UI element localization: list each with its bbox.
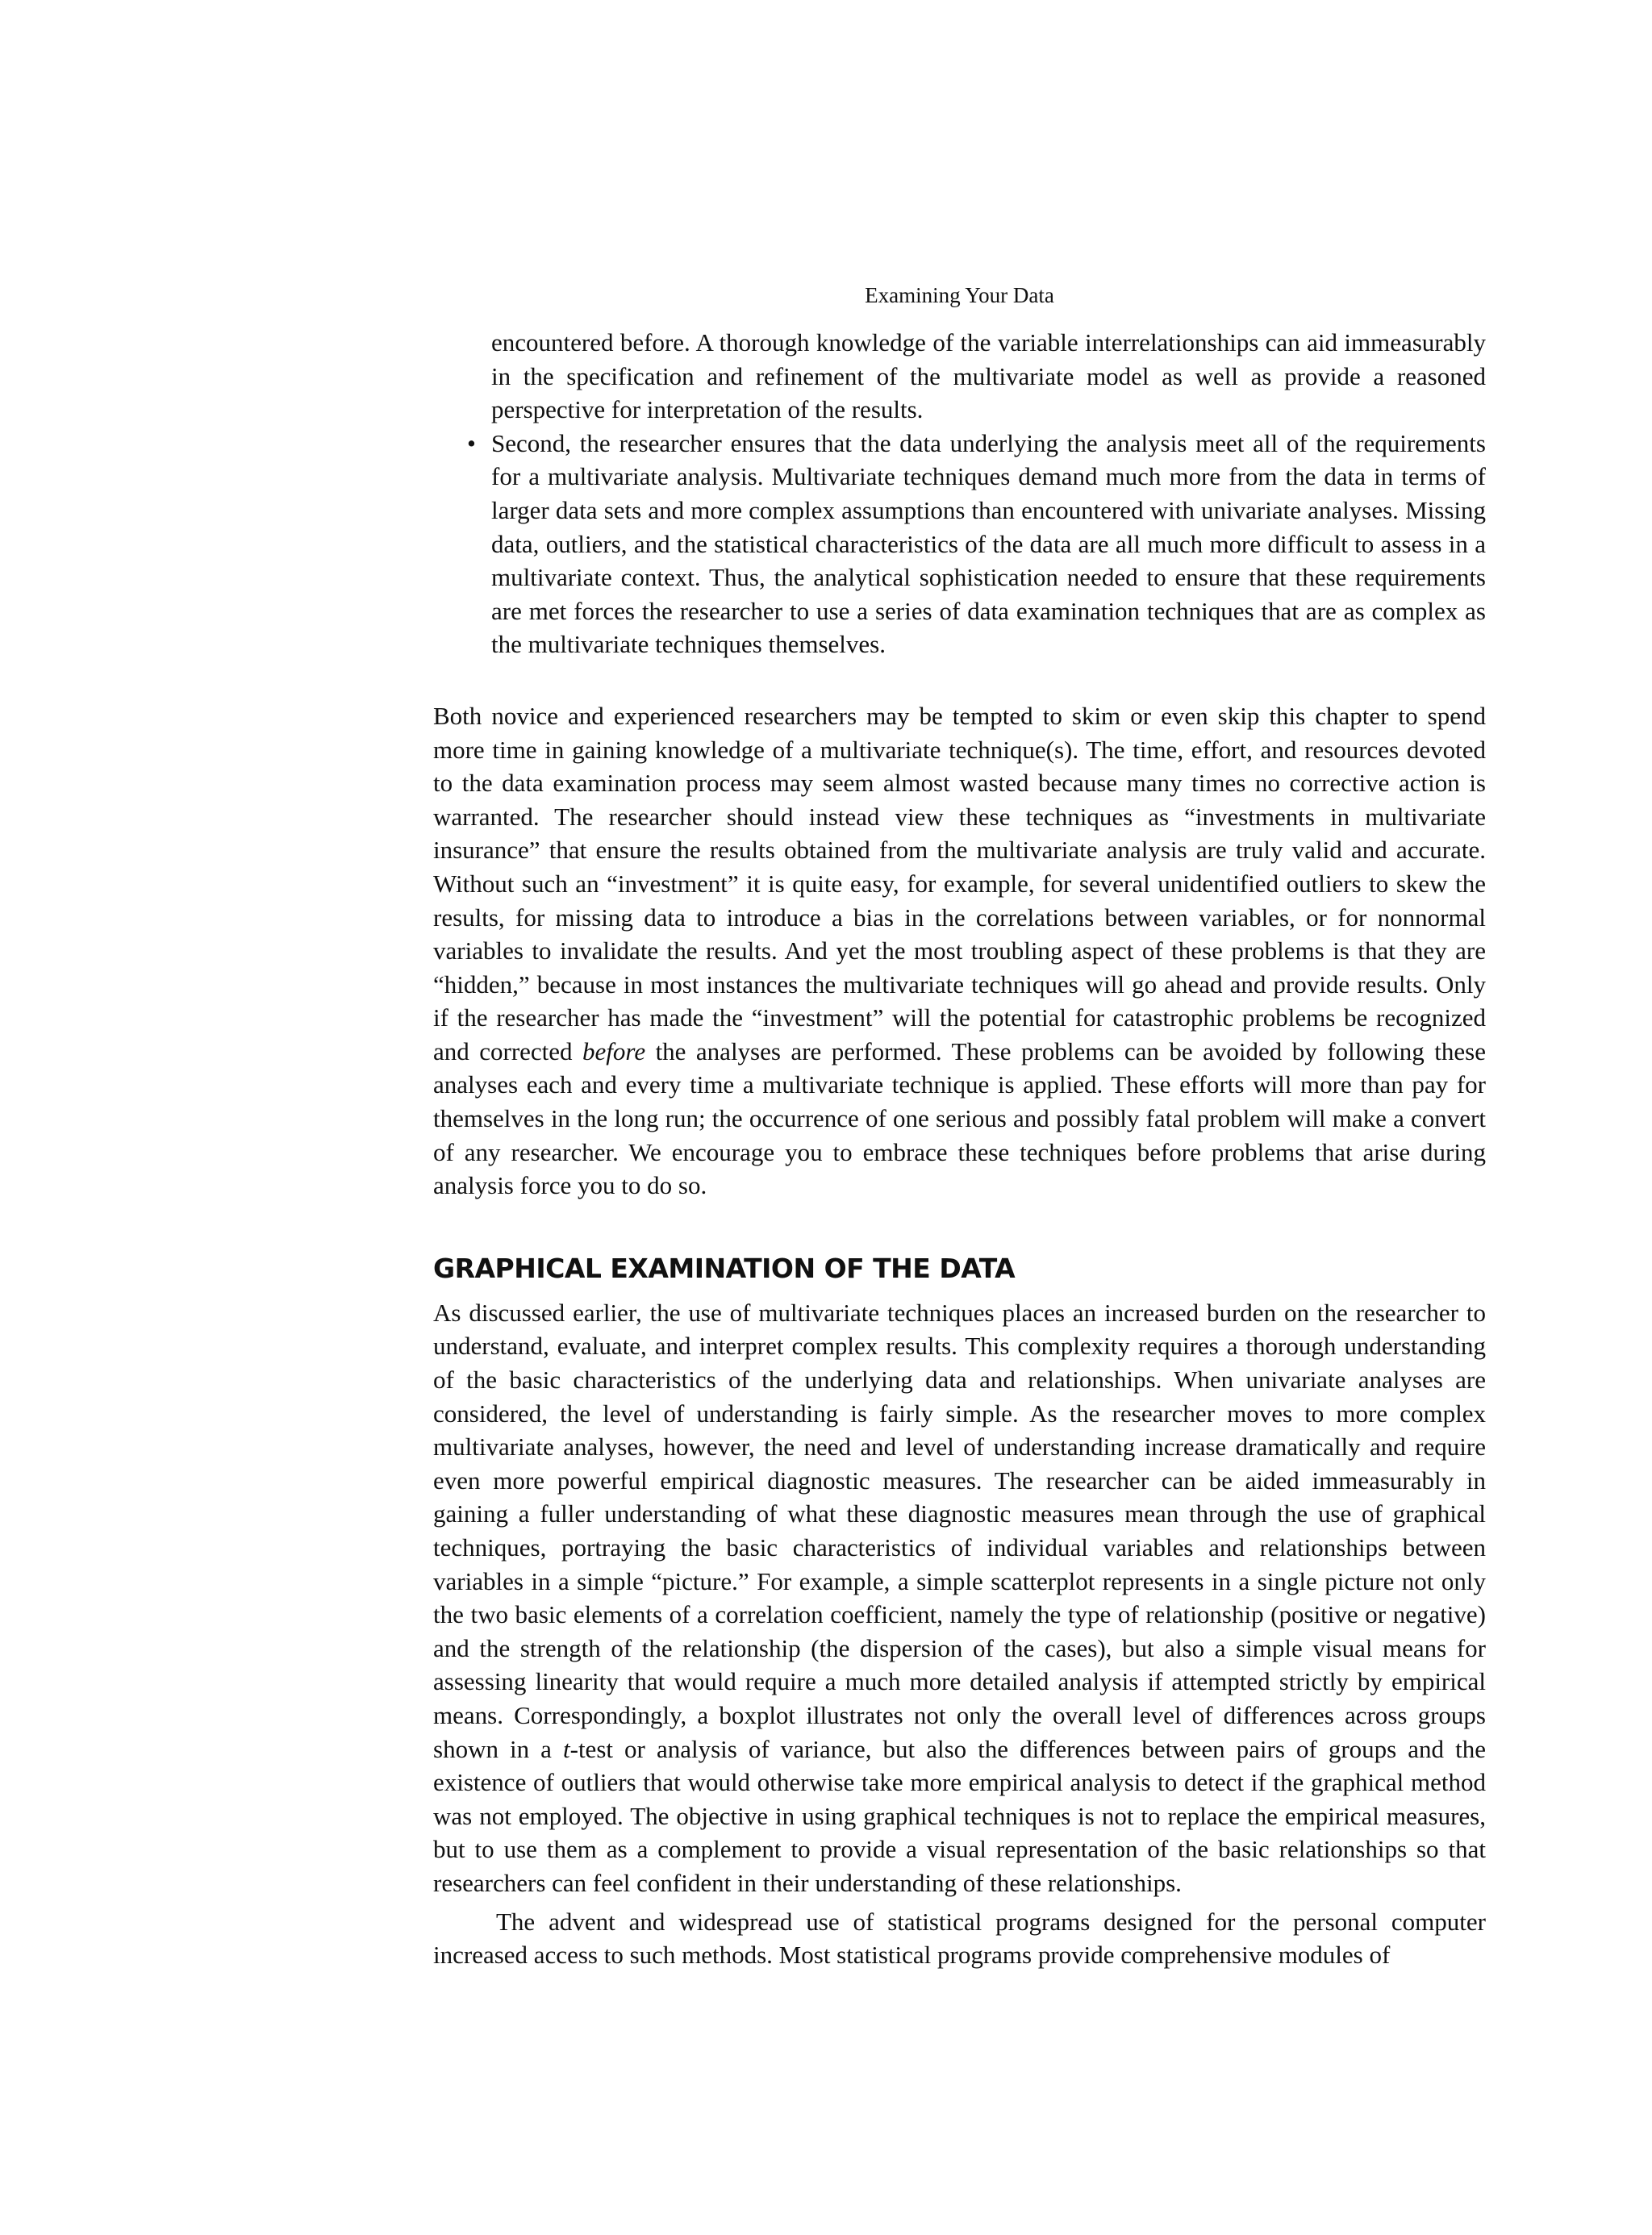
paragraph-investment-part1: Both novice and experienced researchers may be tempted to skim or even skip this chapter to spend more time in gaining knowledge of a multivariate technique(s). The time, effort, and resources devoted to the data examination process may seem almost wasted because many times no corrective action is warranted. The researcher should instead view these techniques as “investments in multivariate insurance” that ensure the results obtained from the multivariate analysis are truly valid and accurate. Without such an “investment” it is quite easy, for example, for several unidentified outliers to skew the results, for missing data to introduce a bias in the correlations between variables, or for nonnormal variables to invalidate the results. And yet the most troubling aspect of these problems is that they are “hidden,” because in most instances the multivariate techniques will go ahead and provide results. Only if the researcher has made the “investment” will the potential for catastrophic problems be recognized and corrected: [433, 701, 1486, 1065]
paragraph-investment: [433, 699, 1486, 1203]
running-header: Examining Your Data: [865, 283, 1054, 307]
paragraph-graphical-1-part1: As discussed earlier, the use of multivariate techniques places an increased burden on the researcher to understand, evaluate, and interpret complex results. This complexity requires a thorough understanding of the basic characteristics of the underlying data and relationships. When univariate analyses are considered, the level of understanding is fairly simple. As the researcher moves to more complex multivariate analyses, however, the need and level of understanding increase dramatically and require even more powerful empirical diagnostic measures. The researcher can be aided immeasurably in gaining a fuller understanding of what these diagnostic measures mean through the use of graphical techniques, portraying the basic characteristics of individual variables and relationships between variables in a simple “picture.” For example, a simple scatterplot represents in a single picture not only the two basic elements of a correlation coefficient, namely the type of relationship (positive or negative) and the strength of the relationship (the dispersion of the cases), but also a simple visual means for assessing linearity that would require a much more detailed analysis if attempted strictly by empirical means. Correspondingly, a boxplot illustrates not only the overall level of differences across groups shown in a: [433, 1298, 1486, 1763]
paragraph-graphical-2: The advent and widespread use of statistical programs designed for the personal computer increased access to such methods. Most statistical programs provide comprehensive modules of: [433, 1907, 1486, 1970]
bullet-marker: •: [467, 428, 476, 457]
bullet-continuation: encountered before. A thorough knowledge of the variable interrelationships can aid immeasurably in the specification and refinement of the multivariate model as well as provide a reasoned perspective for interpretation of the results.: [491, 328, 1486, 424]
bullet-list: [467, 326, 1486, 661]
bullet-item-second: [467, 427, 1486, 661]
bullet-text: Second, the researcher ensures that the data underlying the analysis meet all of the requirements for a multivariate analysis. Multivariate techniques demand much more from the data in terms of larger data sets and more complex assumptions than encountered with univariate analyses. Missing data, outliers, and the statistical characteristics of the data are all much more difficult to assess in a multivariate context. Thus, the analytical sophistication needed to ensure that these requirements are met forces the researcher to use a series of data examination techniques that are as complex as the multivariate techniques themselves.: [491, 428, 1486, 659]
paragraph-investment-emphasis: before: [582, 1036, 646, 1065]
paragraph-investment-part2: the analyses are performed. These problems can be avoided by following these analyses each and every time a multivariate technique is applied. These efforts will more than pay for themselves in the long run; the occurrence of one serious and possibly fatal problem will make a convert of any researcher. We encourage you to embrace these techniques before problems that arise during analysis force you to do so.: [433, 1036, 1486, 1200]
paragraph-graphical-1: [433, 1296, 1486, 1900]
paragraph-graphical-1-part2: -test or analysis of variance, but also the differences between pairs of groups and the existence of outliers that would otherwise take more empirical analysis to detect if the graphical method was not employed. The objective in using graphical techniques is not to replace the empirical measures, but to use them as a complement to provide a visual representation of the basic relationships so that researchers can feel confident in their understanding of these relationships.: [433, 1734, 1486, 1897]
t-test-italic: t: [563, 1734, 570, 1763]
section-heading: GRAPHICAL EXAMINATION OF THE DATA: [433, 1252, 1016, 1284]
book-page: [433, 282, 1486, 1972]
